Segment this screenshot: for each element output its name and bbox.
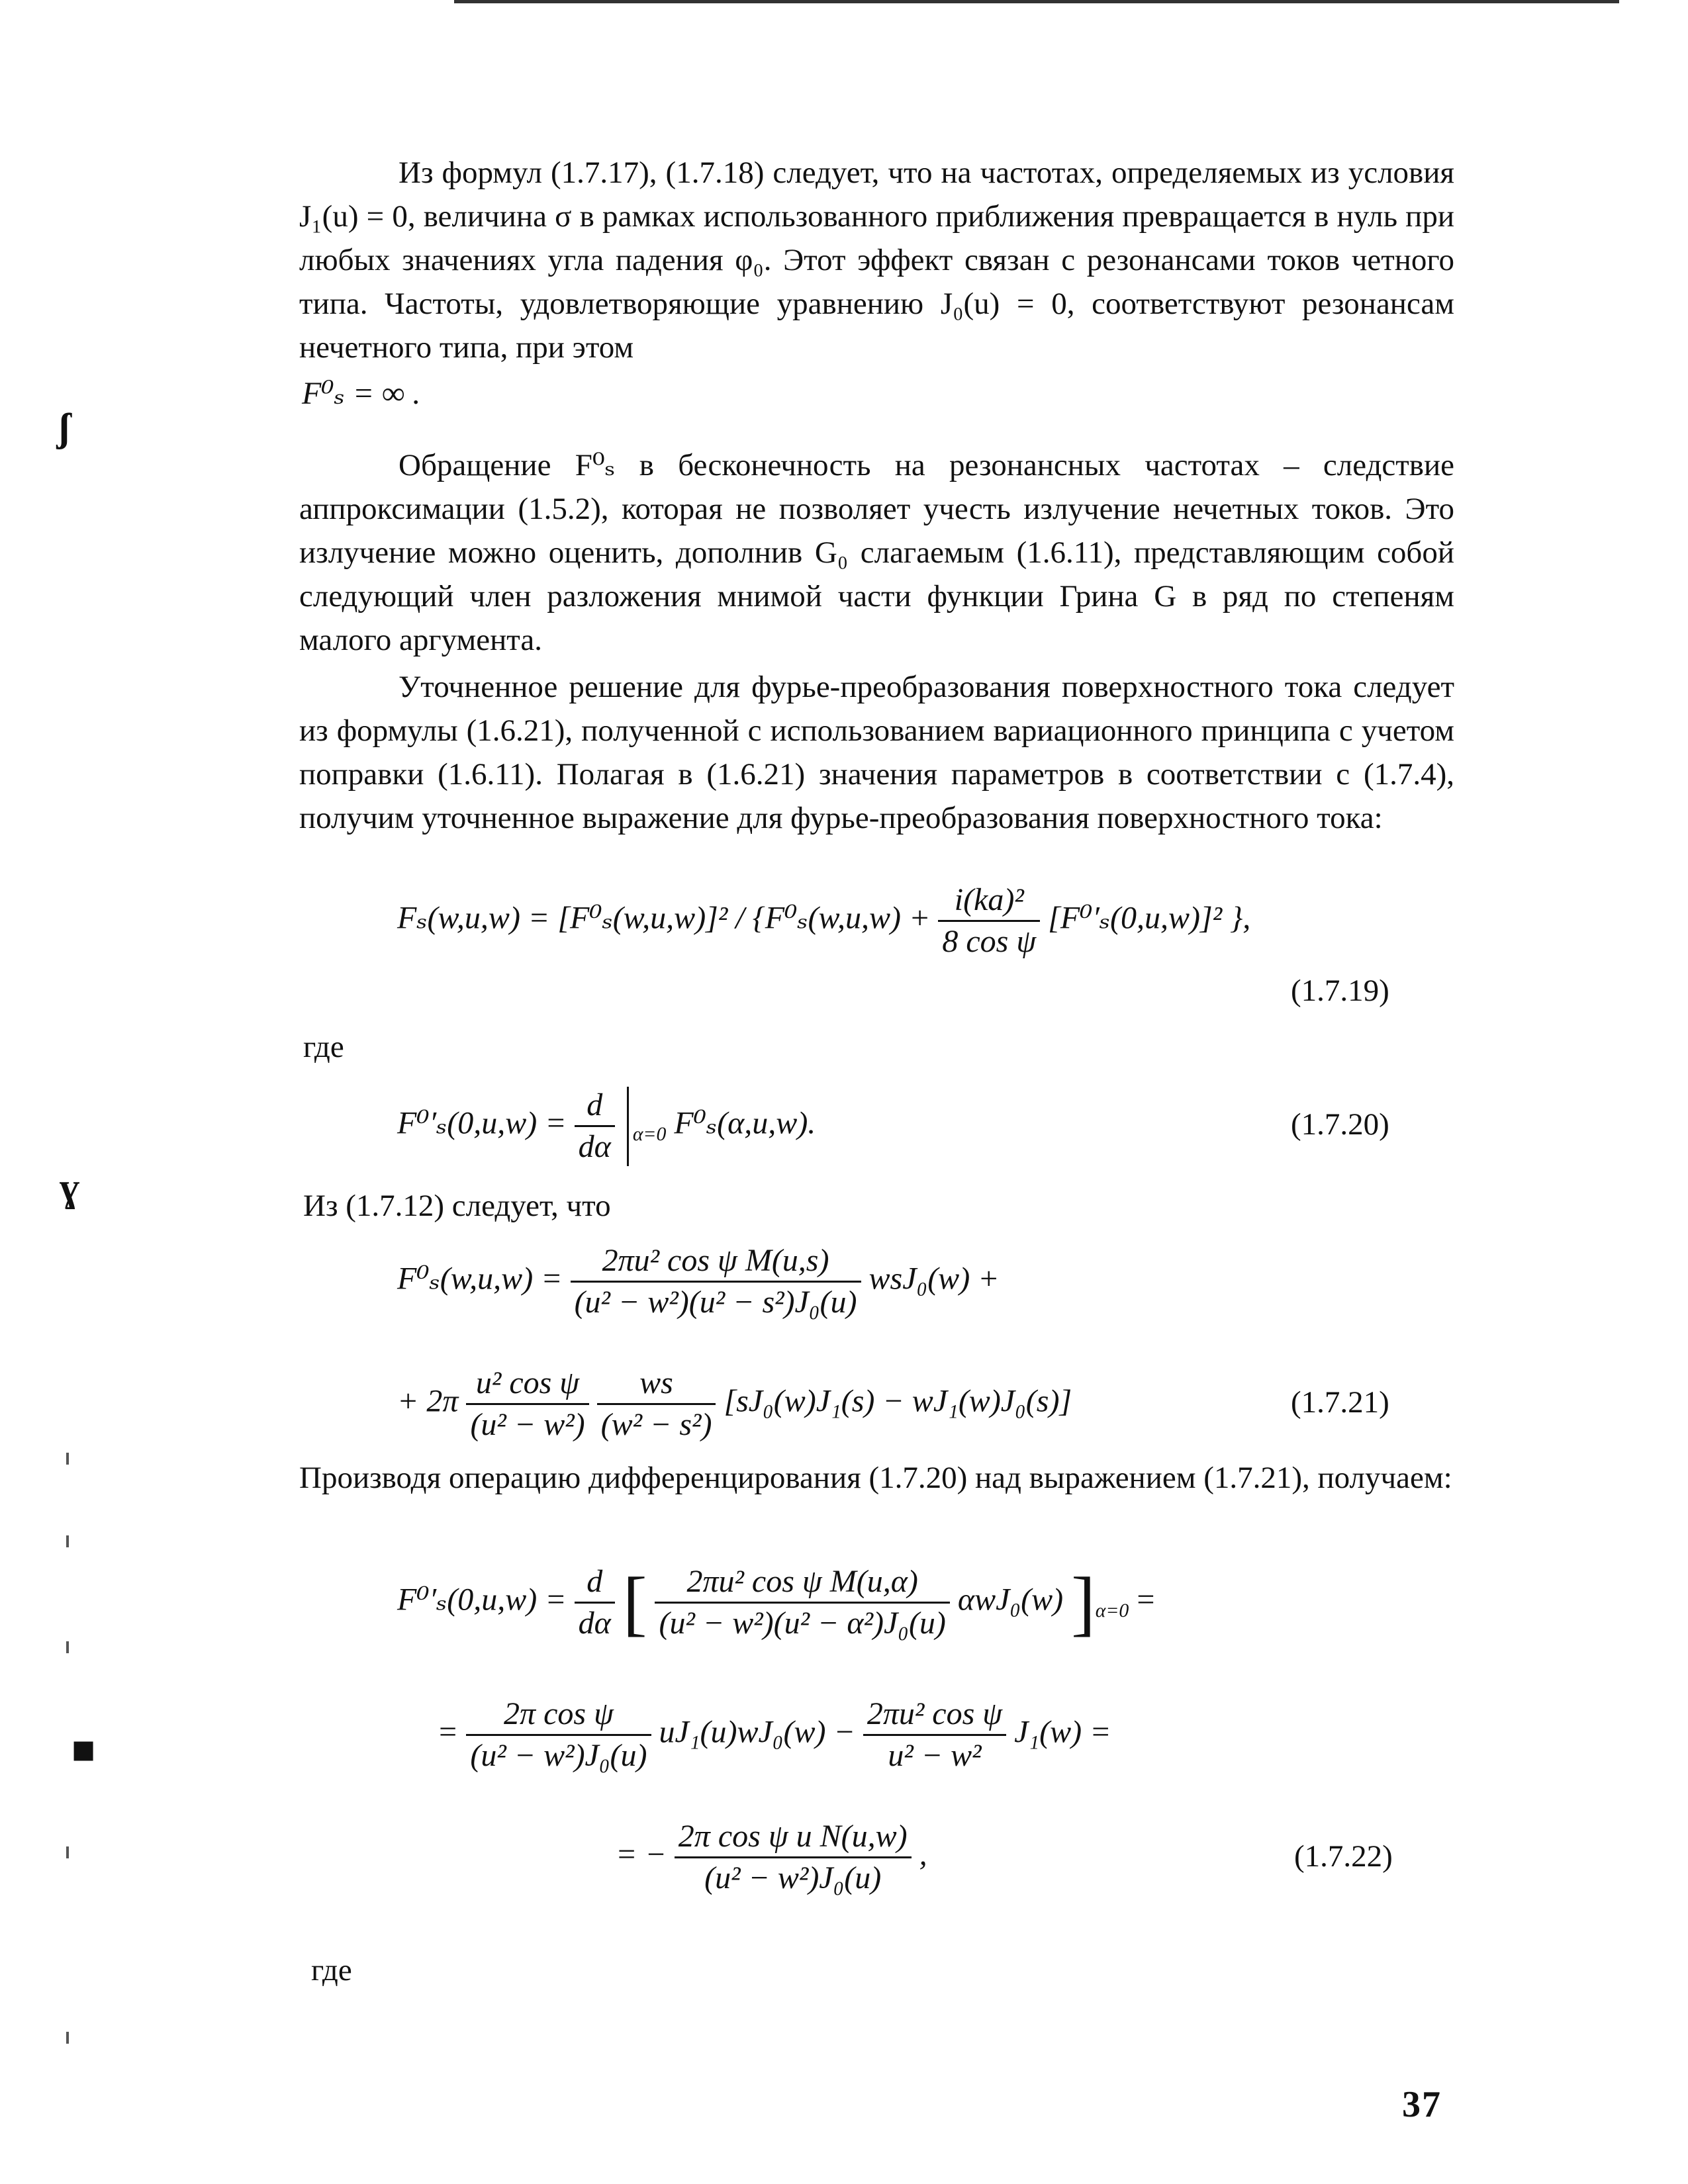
fraction-numerator: ws bbox=[597, 1363, 716, 1405]
equation-middle: uJ₁(u)wJ₀(w) − bbox=[659, 1714, 855, 1750]
paragraph-resonance-conditions bbox=[299, 151, 1454, 369]
paragraph-text: Из формул (1.7.17), (1.7.18) следует, что на частотах, определяемых из условия J₁(u) = 0, величина σ в рамках использованного приближения превращается в нуль при любых значениях угла падения φ₀. Этот эффект связан с резонансами токов четного типа. Частоты, удовлетворяющие уравнению J₀(u) = 0, соответствуют резонансам нечетного типа, при этом bbox=[299, 156, 1454, 365]
fraction-numerator: u² cos ψ bbox=[466, 1363, 588, 1405]
fraction bbox=[571, 1241, 861, 1322]
fraction bbox=[863, 1694, 1006, 1776]
fraction-numerator: 2πu² cos ψ M(u,s) bbox=[571, 1241, 861, 1283]
equation-1-7-19 bbox=[397, 880, 1250, 962]
evaluation-subscript: α=0 bbox=[1095, 1600, 1129, 1622]
equation-fs-infinity bbox=[302, 374, 420, 414]
evaluation-bar bbox=[627, 1087, 629, 1166]
fraction-numerator: d bbox=[575, 1562, 615, 1604]
right-bracket: ] bbox=[1071, 1562, 1096, 1643]
fraction-denominator: (w² − s²) bbox=[600, 1407, 712, 1442]
margin-tick bbox=[66, 1453, 69, 1465]
equation-lhs: F⁰′ₛ(0,u,w) = bbox=[397, 1105, 567, 1141]
equation-lhs: = bbox=[437, 1714, 459, 1750]
fraction bbox=[675, 1817, 912, 1898]
equation-number: (1.7.19) bbox=[1291, 974, 1389, 1008]
equation-1-7-20 bbox=[397, 1085, 816, 1167]
fraction bbox=[597, 1363, 716, 1445]
top-rule bbox=[454, 0, 1619, 3]
equation-lhs: + 2π bbox=[397, 1383, 459, 1419]
equation-rhs: [sJ₀(w)J₁(s) − wJ₁(w)J₀(s)] bbox=[724, 1383, 1072, 1419]
fraction-denominator: dα bbox=[578, 1606, 611, 1641]
fraction bbox=[466, 1363, 588, 1445]
equation-1-7-22-line1 bbox=[397, 1562, 1154, 1643]
equation-number: (1.7.21) bbox=[1291, 1385, 1389, 1420]
equation-lhs: F⁰ₛ(w,u,w) = bbox=[397, 1261, 563, 1297]
equals-sign: = bbox=[1137, 1582, 1155, 1617]
equation-rhs: , bbox=[919, 1837, 927, 1872]
fraction bbox=[938, 880, 1040, 962]
word-where: где bbox=[311, 1953, 352, 1987]
equation-number: (1.7.22) bbox=[1294, 1839, 1393, 1874]
margin-tick bbox=[66, 1641, 69, 1653]
margin-scan-mark: ■ bbox=[71, 1728, 96, 1772]
fraction-denominator: 8 cos ψ bbox=[942, 924, 1037, 959]
equation-lhs: = − bbox=[616, 1837, 667, 1872]
fraction-numerator: 2πu² cos ψ M(u,α) bbox=[655, 1562, 949, 1604]
equation-rhs: wsJ₀(w) + bbox=[868, 1261, 1000, 1297]
equation-text: F⁰ₛ = ∞ . bbox=[302, 376, 421, 411]
margin-tick bbox=[66, 1846, 69, 1858]
equation-rhs: [F⁰′ₛ(0,u,w)]² }, bbox=[1048, 900, 1251, 936]
evaluation-subscript: α=0 bbox=[632, 1123, 667, 1146]
equation-rhs: J₁(w) = bbox=[1014, 1714, 1111, 1750]
paragraph-text: Производя операцию дифференцирования (1.7.20) над выражением (1.7.21), получаем: bbox=[299, 1461, 1452, 1495]
equation-1-7-21-line2 bbox=[397, 1363, 1072, 1445]
paragraph-refined-solution bbox=[299, 665, 1454, 840]
fraction-denominator: dα bbox=[578, 1129, 611, 1164]
fraction-numerator: 2πu² cos ψ bbox=[863, 1694, 1006, 1736]
equation-1-7-22-line2 bbox=[437, 1694, 1111, 1776]
margin-scan-mark: ʃ bbox=[58, 406, 71, 449]
equation-lhs: Fₛ(w,u,w) = [F⁰ₛ(w,u,w)]² / {F⁰ₛ(w,u,w) + bbox=[397, 900, 931, 936]
fraction bbox=[575, 1085, 615, 1167]
equation-rhs: αwJ₀(w) bbox=[957, 1582, 1064, 1617]
fraction-denominator: (u² − w²)(u² − α²)J₀(u) bbox=[659, 1606, 946, 1641]
paragraph-differentiation bbox=[299, 1456, 1454, 1500]
fraction bbox=[655, 1562, 949, 1643]
paragraph-text: Уточненное решение для фурье-преобразования поверхностного тока следует из формулы (1.6.21), полученной с использованием вариационного принципа с учетом поправки (1.6.11). Полагая в (1.6.21) значения параметров в соответствии с (1.7.4), получим уточненное выражение для фурье-преобразования поверхностного тока: bbox=[299, 670, 1454, 835]
paragraph-fs-divergence bbox=[299, 443, 1454, 662]
word-where: где bbox=[303, 1030, 344, 1064]
equation-rhs: F⁰ₛ(α,u,w). bbox=[674, 1105, 816, 1141]
equation-lhs: F⁰′ₛ(0,u,w) = bbox=[397, 1582, 567, 1617]
fraction-numerator: 2π cos ψ u N(u,w) bbox=[675, 1817, 912, 1858]
equation-1-7-21-line1 bbox=[397, 1241, 1000, 1322]
fraction-numerator: 2π cos ψ bbox=[466, 1694, 651, 1736]
fraction-numerator: d bbox=[575, 1085, 615, 1127]
fraction-numerator: i(ka)² bbox=[938, 880, 1040, 922]
fraction-denominator: (u² − w²) bbox=[470, 1407, 585, 1442]
margin-scan-mark: ɣ bbox=[60, 1165, 79, 1209]
left-bracket: [ bbox=[622, 1562, 647, 1643]
equation-number: (1.7.20) bbox=[1291, 1107, 1389, 1142]
fraction-denominator: (u² − w²)J₀(u) bbox=[470, 1738, 647, 1773]
paragraph-text: Обращение F⁰ₛ в бесконечность на резонансных частотах – следствие аппроксимации (1.5.2), которая не позволяет учесть излучение нечетных токов. Это излучение можно оценить, дополнив G₀ слагаемым (1.6.11), представляющим собой следующий член разложения мнимой части функции Грина G в ряд по степеням малого аргумента. bbox=[299, 448, 1454, 657]
fraction-denominator: u² − w² bbox=[888, 1738, 982, 1773]
paragraph-follows: Из (1.7.12) следует, что bbox=[303, 1189, 611, 1223]
margin-tick bbox=[66, 2032, 69, 2044]
fraction-denominator: (u² − w²)J₀(u) bbox=[704, 1860, 882, 1895]
margin-tick bbox=[66, 1535, 69, 1547]
fraction bbox=[575, 1562, 615, 1643]
fraction-denominator: (u² − w²)(u² − s²)J₀(u) bbox=[574, 1285, 857, 1320]
page-number: 37 bbox=[1402, 2084, 1442, 2125]
fraction bbox=[466, 1694, 651, 1776]
equation-1-7-22-line3 bbox=[616, 1817, 927, 1898]
